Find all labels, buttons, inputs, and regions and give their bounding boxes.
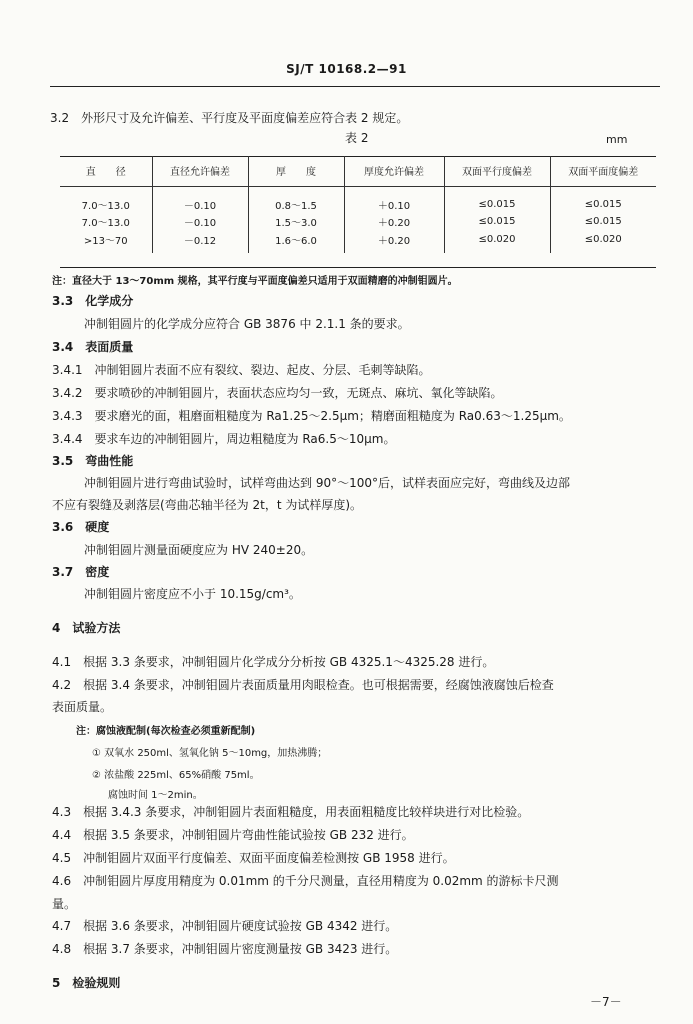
etchant-note-title: 注：腐蚀液配制(每次检查必须重新配制) [76,726,256,737]
etchant-note-2: ② 浓盐酸 225ml、65%硝酸 75ml。 [92,770,260,781]
th-parallelism: 双面平行度偏差 [444,156,550,186]
section-4-heading: 4 试验方法 [52,621,121,635]
clause-4-5: 4.5 冲制钼圆片双面平行度偏差、双面平面度偏差检测按 GB 1958 进行。 [52,851,455,865]
clause-3-7-heading: 3.7 密度 [52,565,110,579]
table-header-row [60,156,656,186]
etchant-note-3: 腐蚀时间 1～2min。 [108,790,203,801]
page-header: SJ/T 10168.2—91 [286,62,407,76]
cell: 7.0～13.0 [81,200,130,212]
cell: ≤0.015 [550,212,656,232]
clause-3-4-4: 3.4.4 要求车边的冲制钼圆片，周边粗糙度为 Ra6.5～10μm。 [52,432,396,446]
cell: 1.5～3.0 [248,212,344,232]
clause-4-2-line-2: 表面质量。 [52,700,113,714]
etchant-note-1: ① 双氧水 250ml、氢氧化钠 5～10mg，加热沸腾； [92,748,328,759]
clause-4-6-line-2: 量。 [52,897,77,911]
cell: ≤0.015 [550,186,656,212]
th-diameter-tolerance: 直径允许偏差 [152,156,248,186]
cell: ＋0.20 [344,212,444,232]
clause-3-4-heading: 3.4 表面质量 [52,340,134,354]
cell: ＋0.10 [344,186,444,212]
cell: 0.8～1.5 [248,186,344,212]
clause-4-4: 4.4 根据 3.5 条要求，冲制钼圆片弯曲性能试验按 GB 232 进行。 [52,828,414,842]
clause-3-7-text: 冲制钼圆片密度应不小于 10.15g/cm³。 [84,587,301,601]
clause-3-6-heading: 3.6 硬度 [52,520,110,534]
clause-3-5-heading: 3.5 弯曲性能 [52,454,134,468]
cell: －0.12 [152,232,248,253]
clause-4-1: 4.1 根据 3.3 条要求，冲制钼圆片化学成分分析按 GB 4325.1～4325.28 进行。 [52,655,495,669]
cell: ≤0.020 [444,232,550,253]
th-thickness-tolerance: 厚度允许偏差 [344,156,444,186]
table-title: 表 2 [345,131,369,145]
clause-4-8: 4.8 根据 3.7 条要求，冲制钼圆片密度测量按 GB 3423 进行。 [52,942,398,956]
clause-3-6-text: 冲制钼圆片测量面硬度应为 HV 240±20。 [84,543,314,557]
clause-4-2-line-1: 4.2 根据 3.4 条要求，冲制钼圆片表面质量用肉眼检查。也可根据需要，经腐蚀液腐蚀后检查 [52,678,554,692]
table-row [60,232,656,253]
table-note: 注：直径大于 13～70mm 规格，其平行度与平面度偏差只适用于双面精磨的冲制钼圆片。 [52,276,458,287]
table-row [60,212,656,232]
clause-3-3-heading: 3.3 化学成分 [52,294,134,308]
clause-4-7: 4.7 根据 3.6 条要求，冲制钼圆片硬度试验按 GB 4342 进行。 [52,919,398,933]
tolerance-table [60,156,656,253]
clause-3-5-text-2: 不应有裂缝及剥落层(弯曲芯轴半径为 2t，t 为试样厚度)。 [52,498,363,512]
cell: ＋0.20 [344,232,444,253]
clause-4-6-line-1: 4.6 冲制钼圆片厚度用精度为 0.01mm 的千分尺测量，直径用精度为 0.02mm 的游标卡尺测 [52,874,559,888]
clause-3-5-text-1: 冲制钼圆片进行弯曲试验时，试样弯曲达到 90°～100°后，试样表面应完好，弯曲线及边部 [84,476,570,490]
clause-3-2: 3.2 外形尺寸及允许偏差、平行度及平面度偏差应符合表 2 规定。 [50,111,409,125]
table-row [60,186,656,212]
cell: ≤0.020 [550,232,656,253]
table-unit: mm [606,133,628,146]
cell: －0.10 [152,212,248,232]
header-rule [50,86,660,87]
cell: >13～70 [83,235,128,247]
cell: ≤0.015 [444,186,550,212]
clause-3-4-2: 3.4.2 要求喷砂的冲制钼圆片，表面状态应均匀一致，无斑点、麻坑、氧化等缺陷。 [52,386,503,400]
cell: 7.0～13.0 [81,218,130,229]
clause-4-3: 4.3 根据 3.4.3 条要求，冲制钼圆片表面粗糙度，用表面粗糙度比较样块进行对比检验。 [52,805,530,819]
th-flatness: 双面平面度偏差 [550,156,656,186]
clause-3-4-1: 3.4.1 冲制钼圆片表面不应有裂纹、裂边、起皮、分层、毛刺等缺陷。 [52,363,431,377]
cell: ≤0.015 [444,212,550,232]
page-number: －7－ [590,995,622,1009]
th-diameter: 直 径 [60,156,152,186]
th-thickness: 厚 度 [248,156,344,186]
cell: －0.10 [152,186,248,212]
clause-3-3-text: 冲制钼圆片的化学成分应符合 GB 3876 中 2.1.1 条的要求。 [84,317,410,331]
section-5-heading: 5 检验规则 [52,976,121,990]
cell: 1.6～6.0 [248,232,344,253]
clause-3-4-3: 3.4.3 要求磨光的面，粗磨面粗糙度为 Ra1.25～2.5μm；精磨面粗糙度为 Ra0.63～1.25μm。 [52,409,571,423]
